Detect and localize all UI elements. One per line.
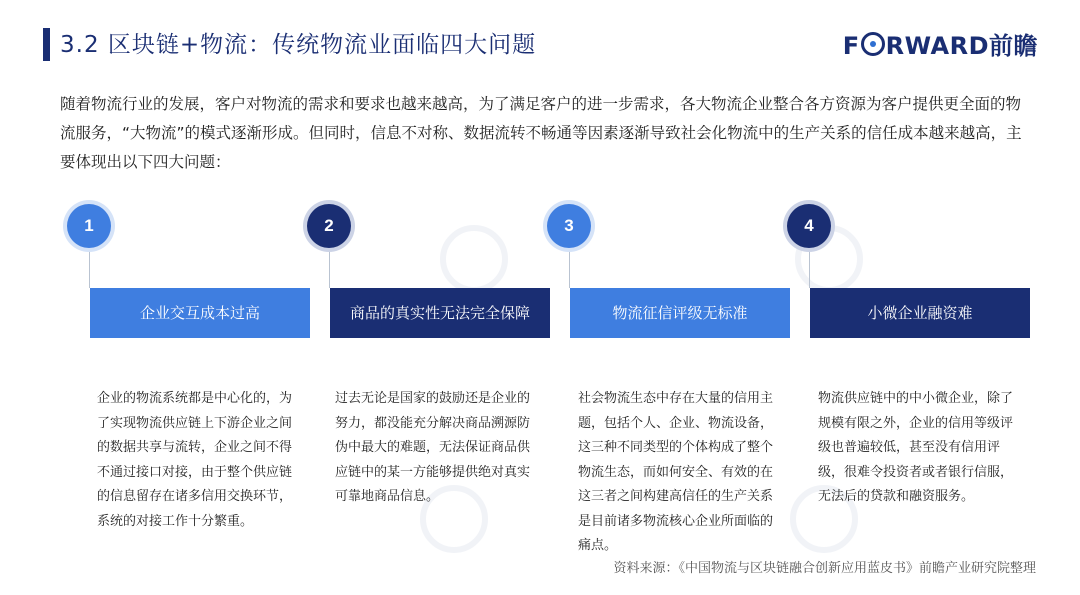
connector-line: [329, 248, 330, 288]
problem-number-3: 3: [547, 204, 591, 248]
problem-title-4: 小微企业融资难: [810, 288, 1030, 338]
source-note: 资料来源：《中国物流与区块链融合创新应用蓝皮书》前瞻产业研究院整理: [613, 561, 1036, 576]
problem-text-4: 物流供应链中的中小微企业，除了规模有限之外，企业的信用等级评级也普遍较低，甚至没有信用评级，很难令投资者或者银行信服，无法后的贷款和融资服务。: [818, 391, 1014, 504]
connector-line: [809, 248, 810, 288]
problem-number-1: 1: [67, 204, 111, 248]
connector-line: [569, 248, 570, 288]
problem-text-1: 企业的物流系统都是中心化的，为了实现物流供应链上下游企业之间的数据共享与流转，企业之间不得不通过接口对接，由于整个供应链的信息留存在诸多信用交换环节，系统的对接工作十分繁重。: [97, 391, 293, 529]
problem-title-1: 企业交互成本过高: [90, 288, 310, 338]
title-accent-bar: [43, 28, 50, 61]
logo-o-icon: [861, 32, 885, 56]
problem-text-3: 社会物流生态中存在大量的信用主题，包括个人、企业、物流设备，这三种不同类型的个体构成了整个物流生态，而如何安全、有效的在这三者之间构建高信任的生产关系是目前诸多物流核心企业所面临的痛点。: [578, 391, 774, 553]
problem-title-2: 商品的真实性无法完全保障: [330, 288, 550, 338]
brand-logo-right: RWARD前瞻: [885, 32, 1038, 60]
problem-title-3: 物流征信评级无标准: [570, 288, 790, 338]
brand-logo-left: F: [842, 32, 860, 60]
problem-number-2: 2: [307, 204, 351, 248]
watermark-icon: [440, 225, 508, 293]
brand-logo: [843, 31, 1038, 61]
problem-number-4: 4: [787, 204, 831, 248]
connector-line: [89, 248, 90, 288]
intro-paragraph: 随着物流行业的发展，客户对物流的需求和要求也越来越高，为了满足客户的进一步需求，各大物流企业整合各方资源为客户提供更全面的物流服务，“大物流”的模式逐渐形成。但同时，信息不对称、数据流转不畅通等因素逐渐导致社会化物流中的生产关系的信任成本越来越高，主要体现出以下四大问题：: [60, 95, 1022, 171]
page-title: 3.2 区块链+物流：传统物流业面临四大问题: [60, 32, 537, 58]
problem-text-2: 过去无论是国家的鼓励还是企业的努力，都没能充分解决商品溯源防伪中最大的难题，无法保证商品供应链中的某一方能够提供绝对真实可靠地商品信息。: [335, 391, 531, 504]
